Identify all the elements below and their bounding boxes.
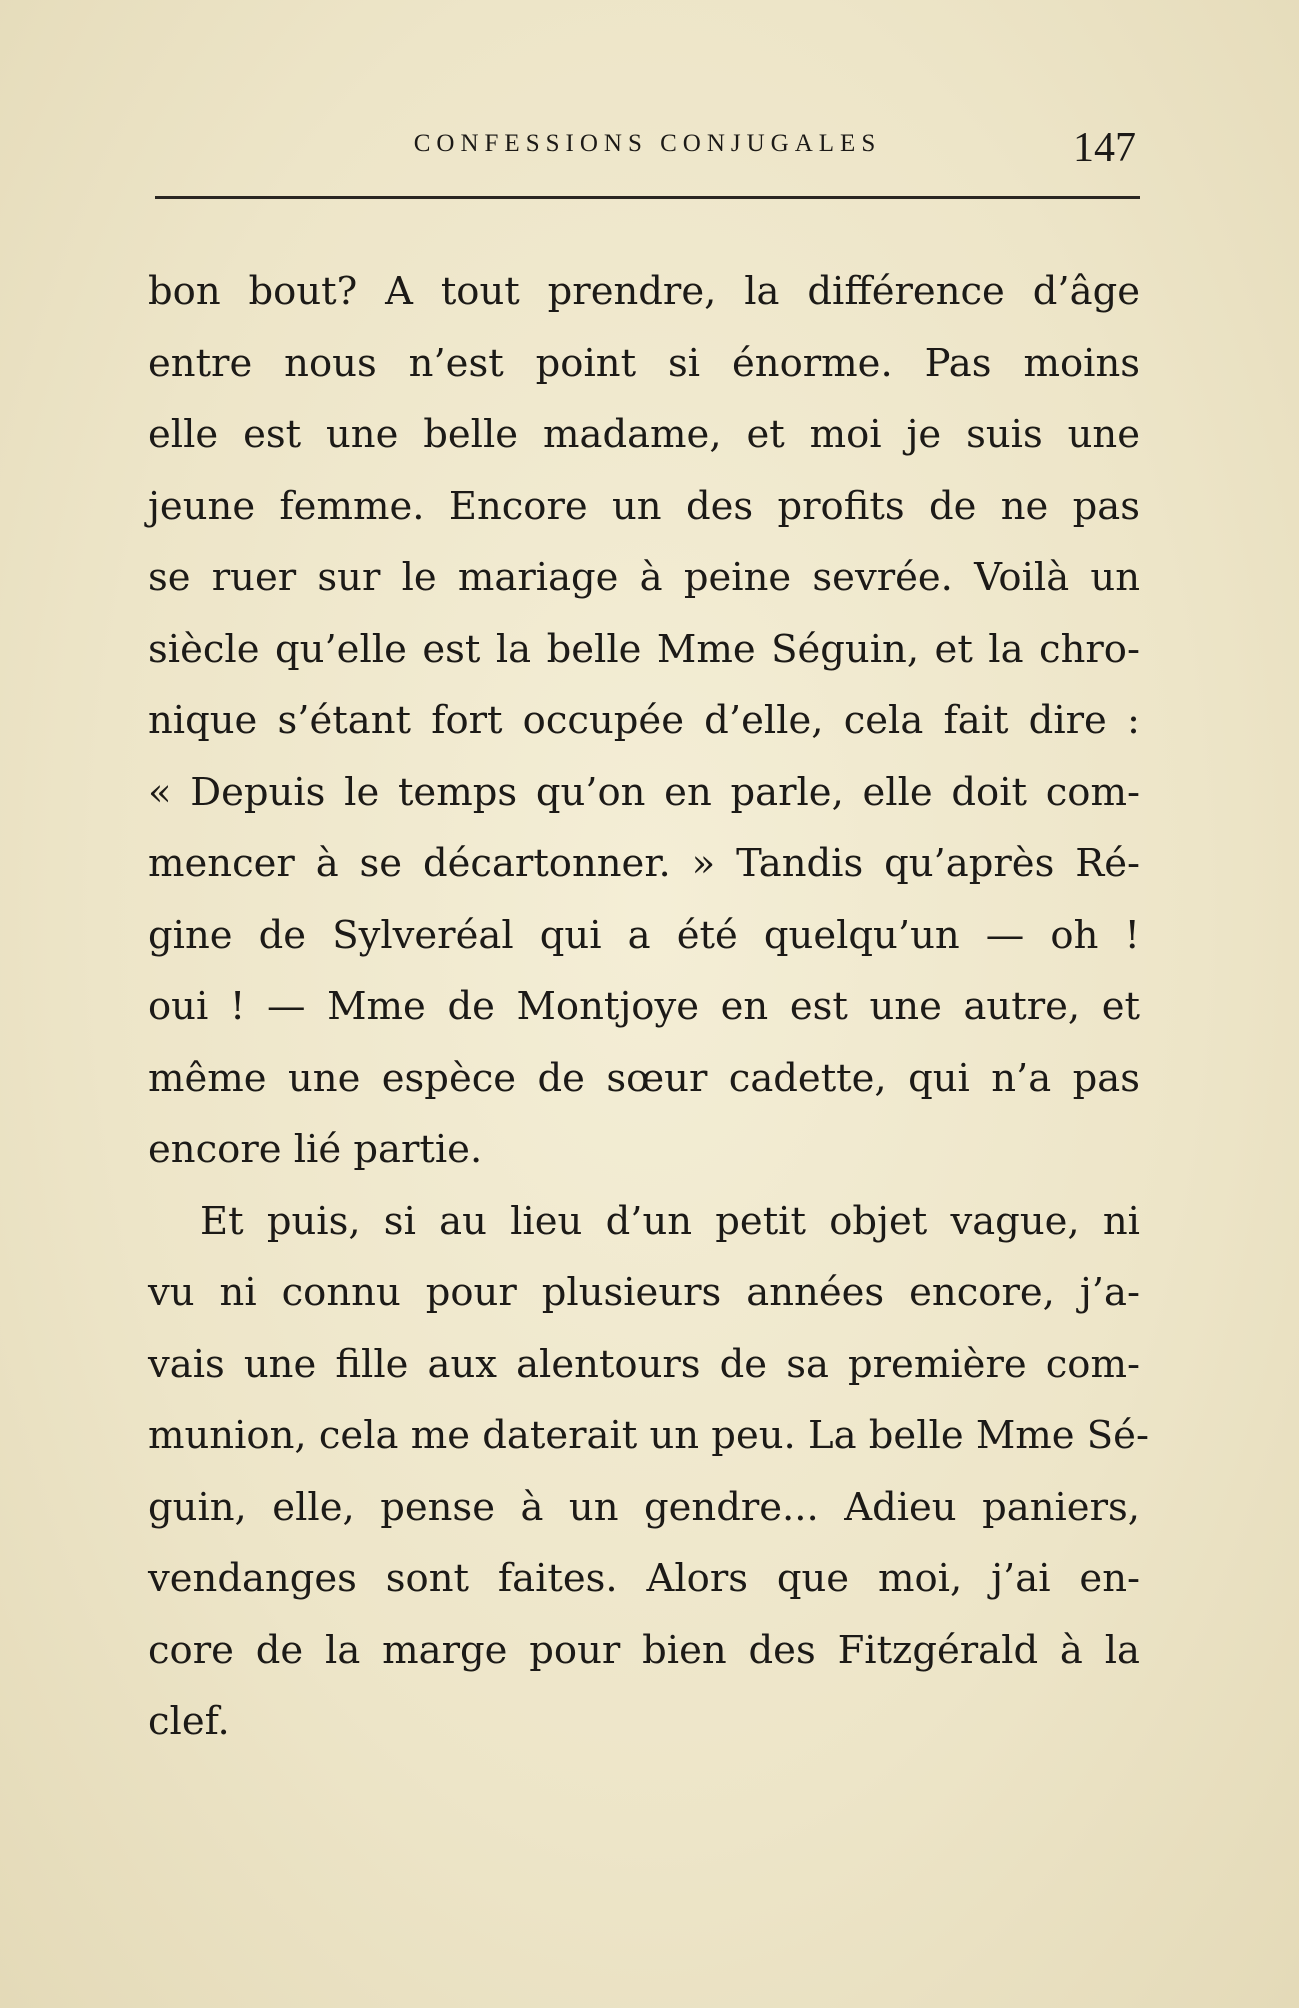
paragraph-1: [148, 256, 1140, 1186]
paragraph-2: [148, 1186, 1149, 1758]
text-line: « Depuis le temps qu’on en parle, elle doit com-: [148, 769, 1140, 815]
running-title: CONFESSIONS CONJUGALES: [413, 130, 882, 157]
text-line: oui ! — Mme de Montjoye en est une autre, et: [148, 984, 1140, 1029]
text-line: vu ni connu pour plusieurs années encore, j’a-: [148, 1270, 1140, 1315]
text-line: elle est une belle madame, et moi je suis une: [148, 412, 1140, 457]
page-number: 147: [1073, 125, 1136, 171]
text-line: entre nous n’est point si énorme. Pas moins: [148, 340, 1140, 386]
text-line: se ruer sur le mariage à peine sevrée. Voilà un: [148, 555, 1140, 600]
text-line: encore lié partie.: [148, 1127, 483, 1172]
text-line: clef.: [148, 1699, 230, 1744]
text-line: guin, elle, pense à un gendre... Adieu paniers,: [148, 1484, 1140, 1530]
text-line: bon bout? A tout prendre, la différence d’âge: [148, 269, 1140, 314]
text-line: vendanges sont faites. Alors que moi, j’ai en-: [148, 1556, 1140, 1601]
text-line: jeune femme. Encore un des profits de ne pas: [148, 483, 1140, 529]
text-line: siècle qu’elle est la belle Mme Séguin, et la chro-: [148, 626, 1140, 672]
text-line: nique s’étant fort occupée d’elle, cela fait dire :: [148, 698, 1140, 743]
text-line: même une espèce de sœur cadette, qui n’a pas: [148, 1055, 1140, 1101]
header-rule: [155, 196, 1140, 199]
text-line: gine de Sylveréal qui a été quelqu’un — oh !: [148, 912, 1140, 958]
text-line: Et puis, si au lieu d’un petit objet vague, ni: [200, 1198, 1140, 1244]
text-line: munion, cela me daterait un peu. La belle Mme Sé-: [148, 1413, 1149, 1458]
text-line: core de la marge pour bien des Fitzgérald à la: [148, 1627, 1140, 1673]
body-text: [148, 256, 1149, 1758]
text-line: vais une fille aux alentours de sa première com-: [148, 1341, 1140, 1387]
running-head: [155, 120, 1140, 180]
text-line: mencer à se décartonner. » Tandis qu’après Ré-: [148, 841, 1140, 886]
